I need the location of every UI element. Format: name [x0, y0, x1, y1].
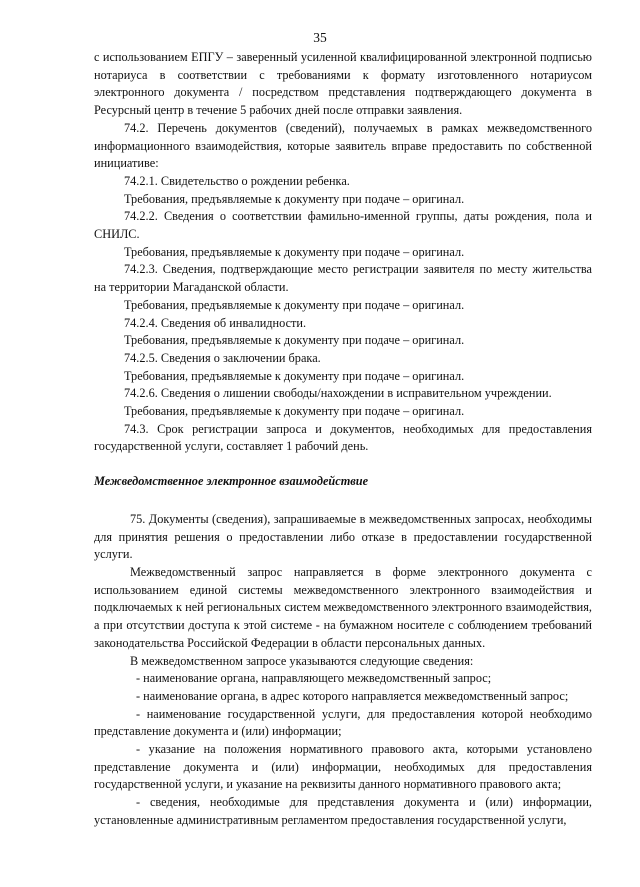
paragraph: Требования, предъявляемые к документу при подаче – оригинал.: [124, 244, 465, 259]
list-item: - наименование органа, в адрес которого направляется межведомственный запрос;: [136, 688, 569, 703]
paragraph: Требования, предъявляемые к документу при подаче – оригинал.: [124, 333, 465, 348]
paragraph: Требования, предъявляемые к документу при подаче – оригинал.: [124, 404, 465, 419]
paragraph: Требования, предъявляемые к документу при подаче – оригинал.: [124, 297, 465, 312]
list-item: - указание на положения нормативного правового акта, которыми установлено представление документа и (или) информации, необходимых для предоставления государственной услуги, и указание на реквизиты данного нормативного правового акта;: [94, 742, 592, 792]
paragraph: 74.2.6. Сведения о лишении свободы/нахождении в исправительном учреждении.: [124, 386, 552, 401]
paragraph: 74.2. Перечень документов (сведений), получаемых в рамках межведомственного информационного взаимодействия, которые заявитель вправе предоставить по собственной инициативе:: [94, 120, 592, 171]
paragraph: В межведомственном запросе указываются следующие сведения:: [130, 653, 474, 668]
paragraph: 74.3. Срок регистрации запроса и документов, необходимых для предоставления государственной услуги, составляет 1 рабочий день.: [94, 421, 592, 454]
paragraph: Межведомственный запрос направляется в форме электронного документа с использованием единой системы межведомственного электронного взаимодействия и подключаемых к ней региональных систем межведомственного электронного взаимодействия, а при отсутствии доступа к этой системе - на бумажном носителе с соблюдением требований законодательства Российской Федерации в области персональных данных.: [94, 564, 592, 650]
page-number: 35: [313, 30, 327, 45]
document-body: [94, 49, 592, 830]
list-item: - наименование государственной услуги, для предоставления которой необходимо представление документа и (или) информации;: [94, 706, 592, 739]
paragraph: Требования, предъявляемые к документу при подаче – оригинал.: [124, 191, 465, 206]
paragraph: Требования, предъявляемые к документу при подаче – оригинал.: [124, 368, 465, 383]
paragraph: с использованием ЕПГУ – заверенный усиленной квалифицированной электронной подписью нотариуса в соответствии с требованиями к формату изготовленного нотариусом электронного документа / посредством представления подтверждающего документа в Ресурсный центр в течение 5 рабочих дней после отправки заявления.: [94, 50, 592, 118]
list-item: - наименование органа, направляющего межведомственный запрос;: [136, 671, 492, 686]
paragraph: 74.2.5. Сведения о заключении брака.: [124, 350, 321, 365]
section-heading: Межведомственное электронное взаимодействие: [94, 474, 369, 489]
paragraph: 74.2.2. Сведения о соответствии фамильно-именной группы, даты рождения, пола и СНИЛС.: [94, 209, 592, 242]
paragraph: 74.2.4. Сведения об инвалидности.: [124, 315, 307, 330]
paragraph: 74.2.1. Свидетельство о рождении ребенка.: [124, 173, 350, 188]
paragraph: 75. Документы (сведения), запрашиваемые в межведомственных запросах, необходимы для принятия решения о предоставлении либо отказе в предоставлении государственной услуги.: [94, 511, 592, 562]
list-item: - сведения, необходимые для представления документа и (или) информации, установленные административным регламентом предоставления государственной услуги,: [94, 795, 592, 827]
paragraph: 74.2.3. Сведения, подтверждающие место регистрации заявителя по месту жительства на территории Магаданской области.: [94, 262, 592, 295]
